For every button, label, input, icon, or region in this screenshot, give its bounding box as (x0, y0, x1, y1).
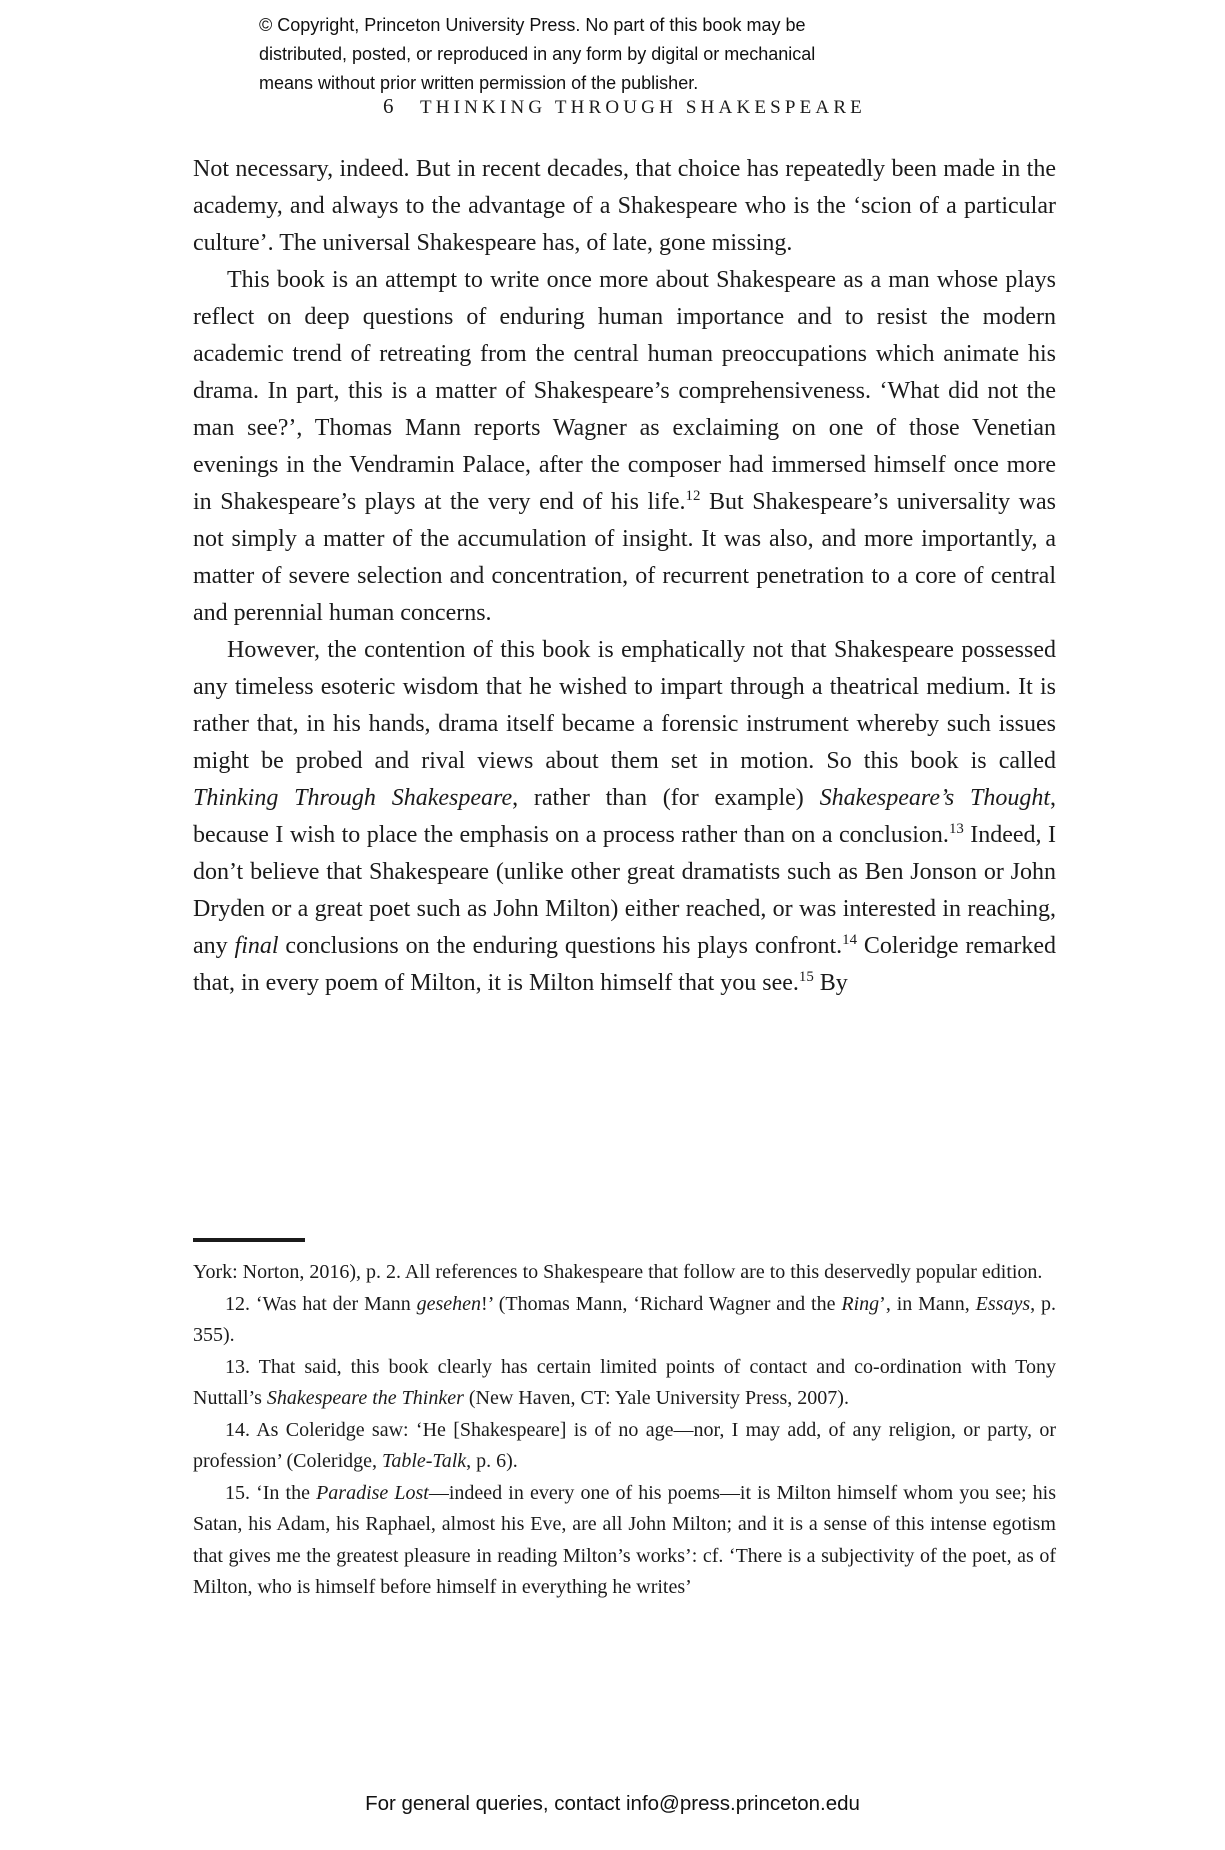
copyright-line: distributed, posted, or reproduced in any form by digital or mechanical (259, 44, 816, 64)
copyright-notice (259, 11, 815, 98)
footnote-14: 14. As Coleridge saw: ‘He [Shakespeare] is of no age—nor, I may add, of any religion, or party, or profession’ (Coleridge, Table-Talk, p. 6). (193, 1418, 1056, 1472)
book-title-running-head: THINKING THROUGH SHAKESPEARE (419, 97, 866, 118)
footnote-12: 12. ‘Was hat der Mann gesehen!’ (Thomas Mann, ‘Richard Wagner and the Ring’, in Mann, Essays, p. 355). (193, 1292, 1057, 1346)
footnote-continuation: York: Norton, 2016), p. 2. All references to Shakespeare that follow are to this deservedly popular edition. (193, 1261, 1043, 1283)
copyright-line: means without prior written permission of the publisher. (259, 73, 699, 93)
running-header (193, 94, 1056, 119)
body-paragraph: However, the contention of this book is emphatically not that Shakespeare possessed any timeless esoteric wisdom that he wished to impart through a theatrical medium. It is rather that, in his hands, drama itself became a forensic instrument whereby such issues might be probed and rival views about them set in motion. So this book is called Thinking Through Shakespeare, rather than (for example) Shakespeare’s Thought, because I wish to place the emphasis on a process rather than on a conclusion.$^{13}$ Indeed, I don’t believe that Shakespeare (unlike other great dramatists such as Ben Jonson or John Dryden or a great poet such as John Milton) either reached, or was interested in reaching, any final conclusions on the enduring questions his plays confront.$^{14}$ Coleridge remarked that, in every poem of Milton, it is Milton himself that you see.$^{15}$ By (193, 637, 1057, 996)
main-text-block (193, 151, 1056, 1002)
footnote-15: 15. ‘In the Paradise Lost—indeed in every one of his poems—it is Milton himself whom you see; his Satan, his Adam, his Raphael, almost his Eve, are all John Milton; and it is a sense of this intense egotism that gives me the greatest pleasure in reading Milton’s works’: cf. ‘There is a subjectivity of the poet, as of Milton, who is himself before himself in everything he writes’ (193, 1481, 1056, 1598)
footnote-13: 13. That said, this book clearly has certain limited points of contact and co-ordination with Tony Nuttall’s Shakespeare the Thinker (New Haven, CT: Yale University Press, 2007). (193, 1355, 1056, 1409)
footnote-separator-rule (193, 1238, 305, 1242)
body-paragraph: Not necessary, indeed. But in recent decades, that choice has repeatedly been made in the academy, and always to the advantage of a Shakespeare who is the ‘scion of a particular culture’. The universal Shakespeare has, of late, gone missing. (193, 156, 1056, 256)
footnotes-block (193, 1238, 1056, 1604)
page-number: 6 (383, 94, 394, 118)
queries-contact-footer: For general queries, contact info@press.princeton.edu (365, 1792, 860, 1815)
body-paragraph: This book is an attempt to write once more about Shakespeare as a man whose plays reflect on deep questions of enduring human importance and to resist the modern academic trend of retreating from the central human preoccupations which animate his drama. In part, this is a matter of Shakespeare’s comprehensiveness. ‘What did not the man see?’, Thomas Mann reports Wagner as exclaiming on one of those Venetian evenings in the Vendramin Palace, after the composer had immersed himself once more in Shakespeare’s plays at the very end of his life.$^{12}$ But Shakespeare’s universality was not simply a matter of the accumulation of insight. It was also, and more importantly, a matter of severe selection and concentration, of recurrent penetration to a core of central and perennial human concerns. (193, 267, 1056, 626)
copyright-line: © Copyright, Princeton University Press. No part of this book may be (259, 15, 806, 35)
